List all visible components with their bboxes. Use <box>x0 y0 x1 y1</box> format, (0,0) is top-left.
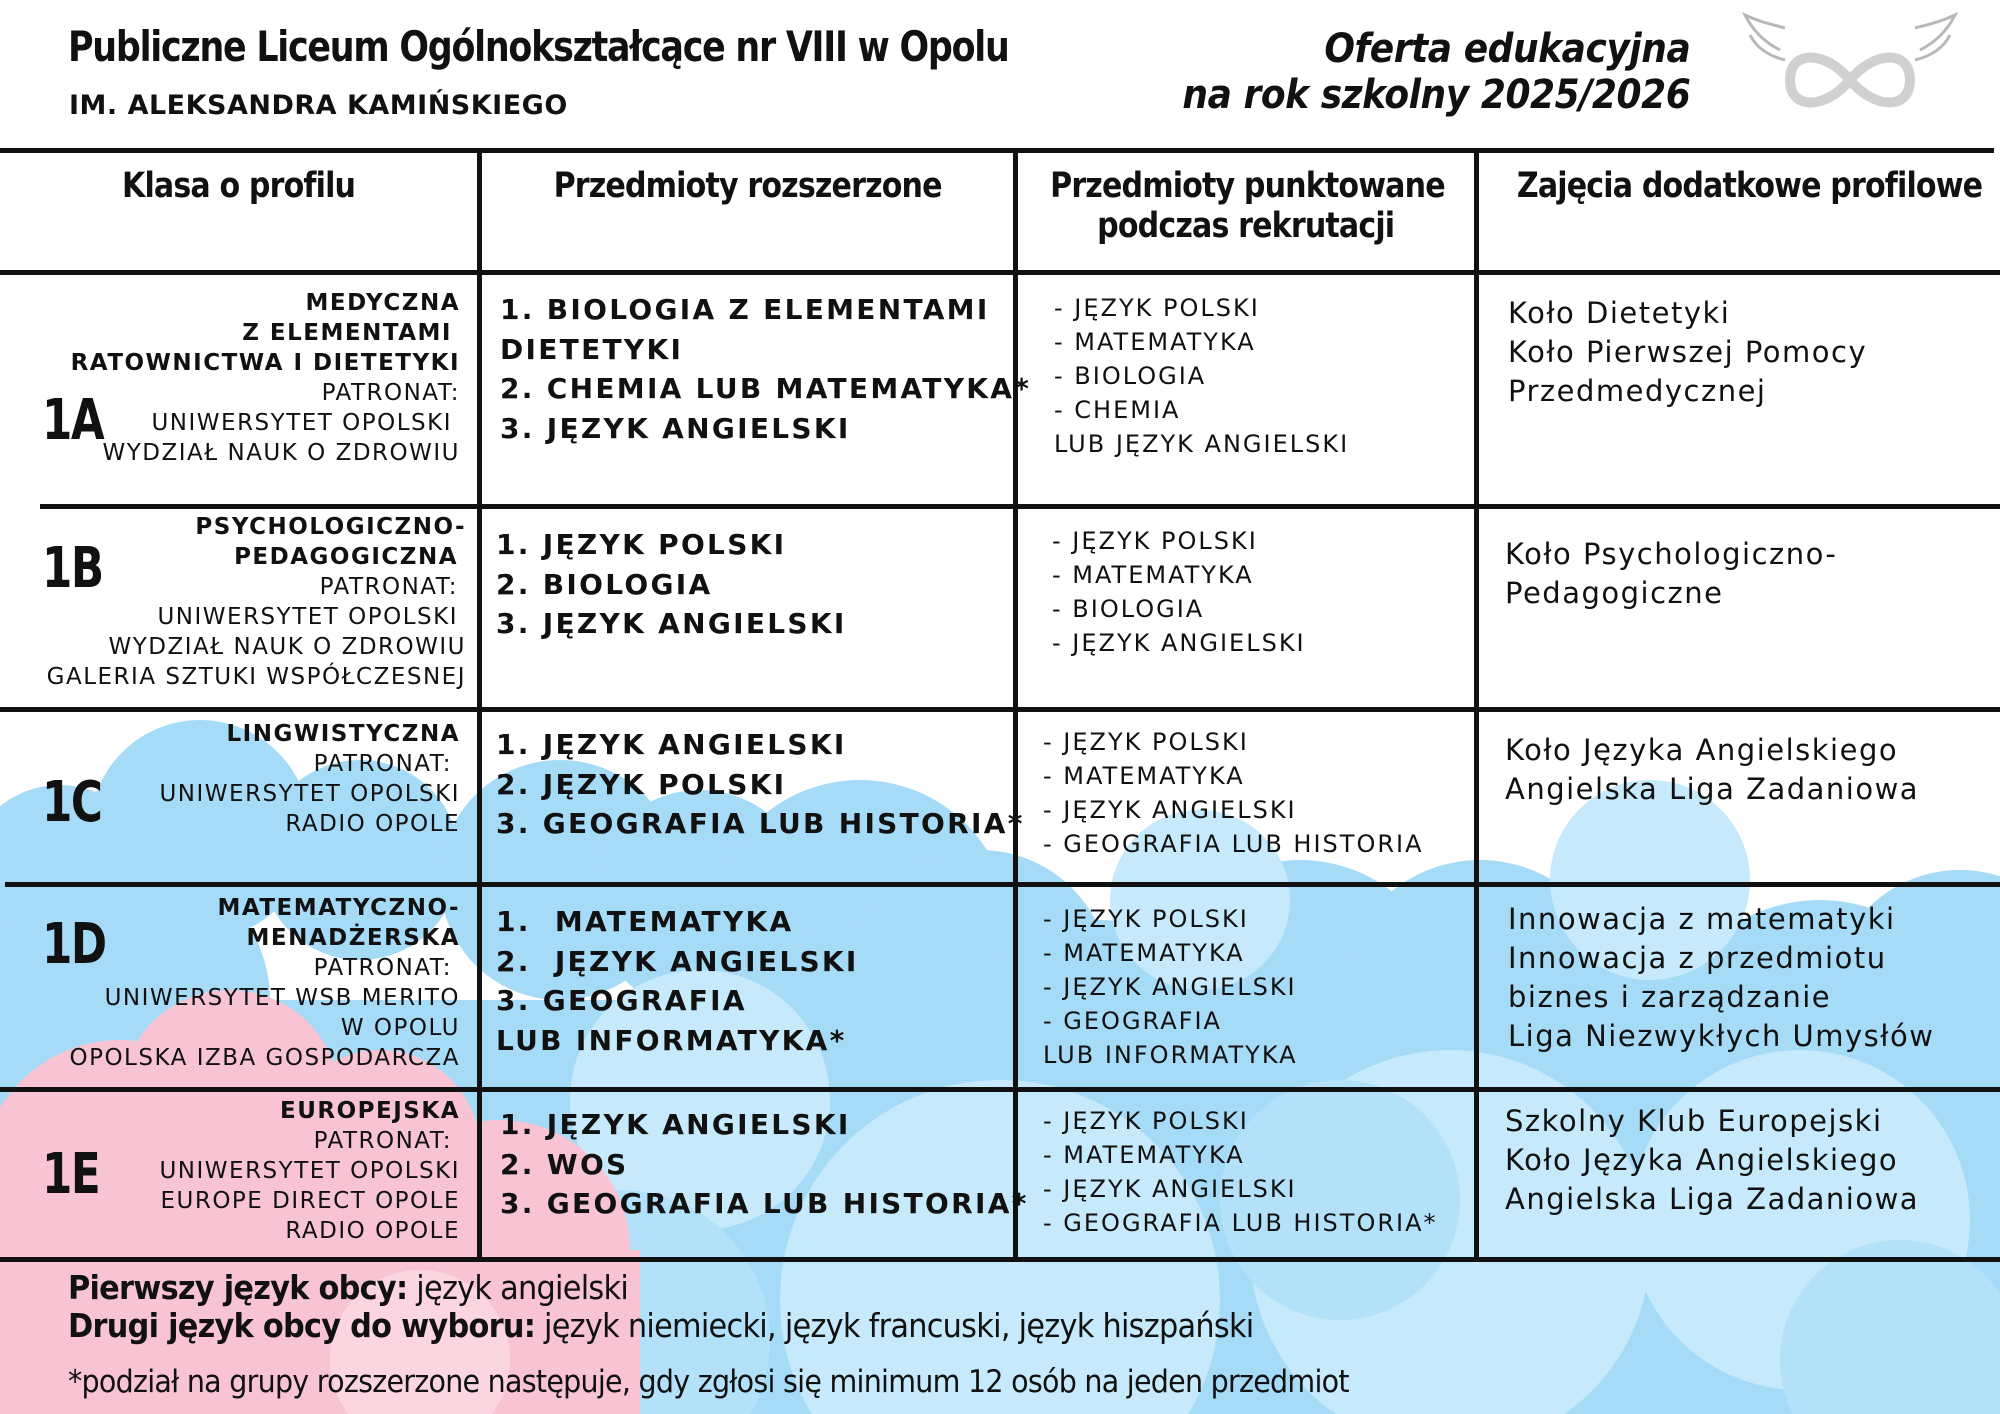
extra-activity-item: Innowacja z przedmiotu <box>1508 941 1887 975</box>
patronage-line: RADIO OPOLE <box>285 1218 460 1244</box>
profile-name-line: MENADŻERSKA <box>246 925 460 951</box>
column-header-extra-text: Zajęcia dodatkowe profilowe <box>1516 166 1983 206</box>
class-profile-1b <box>47 512 466 692</box>
extended-subject-item: 1. JĘZYK ANGIELSKI <box>500 1108 851 1141</box>
extra-activity-item: Liga Niezwykłych Umysłów <box>1508 1019 1935 1053</box>
scored-subjects-1a <box>1054 291 1349 461</box>
extra-activities-1a <box>1508 294 1867 411</box>
extended-subject-item: DIETETYKI <box>500 332 684 366</box>
patronage-line: UNIWERSYTET OPOLSKI <box>157 604 458 630</box>
patronage-line: PATRONAT: <box>319 574 458 600</box>
offer-line-1: Oferta edukacyjna <box>1324 26 1690 72</box>
extra-activities-1b <box>1505 535 1837 613</box>
extra-activity-item: Innowacja z matematyki <box>1508 902 1896 936</box>
scored-subject-item: LUB JĘZYK ANGIELSKI <box>1054 430 1350 458</box>
extended-subject-item: 3. GEOGRAFIA LUB HISTORIA* <box>496 807 1025 840</box>
scored-subject-item: - MATEMATYKA <box>1043 1141 1245 1169</box>
scored-subject-item: - MATEMATYKA <box>1052 561 1254 589</box>
scored-subject-item: - GEOGRAFIA LUB HISTORIA* <box>1043 1209 1438 1237</box>
extended-subjects-1a <box>500 290 1031 448</box>
patronage-line: PATRONAT: <box>313 751 452 777</box>
patronage-line: UNIWERSYTET WSB MERITO <box>104 985 460 1011</box>
scored-subjects-1c <box>1043 725 1424 861</box>
class-code-1c: 1C <box>42 770 102 835</box>
profile-name-line: PSYCHOLOGICZNO- <box>195 514 466 540</box>
first-language-line <box>68 1268 628 1307</box>
scored-subject-item: - CHEMIA <box>1054 396 1181 424</box>
extended-subject-item: 3. JĘZYK ANGIELSKI <box>496 607 847 640</box>
profile-name-line: LINGWISTYCZNA <box>226 721 460 747</box>
profile-name-line: MEDYCZNA <box>305 290 460 316</box>
column-header-profile-text: Klasa o profilu <box>121 166 356 206</box>
extended-subject-item: 3. GEOGRAFIA <box>496 984 747 1017</box>
class-code-1d: 1D <box>42 912 106 977</box>
patronage-line: UNIWERSYTET OPOLSKI <box>159 781 460 807</box>
scored-subject-item: - JĘZYK ANGIELSKI <box>1043 973 1297 1001</box>
scored-subject-item: - BIOLOGIA <box>1054 362 1207 390</box>
patronage-line: W OPOLU <box>340 1015 460 1041</box>
scored-subject-item: - GEOGRAFIA <box>1043 1007 1222 1035</box>
class-profile-1d <box>69 893 460 1073</box>
patronage-line: RADIO OPOLE <box>285 811 460 837</box>
patronage-line: OPOLSKA IZBA GOSPODARCZA <box>69 1045 460 1071</box>
extended-subject-item: LUB INFORMATYKA* <box>496 1023 847 1057</box>
extended-subject-item: 1. BIOLOGIA Z ELEMENTAMI <box>500 293 990 326</box>
column-header-profile <box>0 166 477 206</box>
extra-activities-1c <box>1505 731 1919 809</box>
extra-activities-1d <box>1508 900 1935 1056</box>
first-language-value: język angielski <box>407 1268 629 1307</box>
extended-subjects-1e <box>500 1105 1029 1224</box>
scored-subject-item: - MATEMATYKA <box>1054 328 1256 356</box>
scored-subjects-1b <box>1052 524 1306 660</box>
patronage-line: UNIWERSYTET OPOLSKI <box>159 1158 460 1184</box>
patronage-line: PATRONAT: <box>313 1128 452 1154</box>
class-profile-1e <box>159 1096 460 1246</box>
class-profile-1a <box>71 288 460 468</box>
scored-subject-item: - GEOGRAFIA LUB HISTORIA <box>1043 830 1424 858</box>
scored-subject-item: - JĘZYK ANGIELSKI <box>1043 796 1297 824</box>
offer-line-2: na rok szkolny 2025/2026 <box>1182 72 1690 118</box>
extended-subject-item: 2. BIOLOGIA <box>496 567 713 601</box>
extended-subjects-1d <box>496 902 859 1060</box>
first-language-label: Pierwszy język obcy: <box>68 1268 408 1307</box>
extra-activity-item: Koło Dietetyki <box>1508 296 1731 330</box>
extended-subject-item: 2. CHEMIA LUB MATEMATYKA* <box>500 372 1032 405</box>
scored-subject-item: - JĘZYK ANGIELSKI <box>1043 1175 1297 1203</box>
extended-subject-item: 2. JĘZYK ANGIELSKI <box>496 944 859 978</box>
extra-activity-item: Koło Języka Angielskiego <box>1505 1143 1899 1177</box>
column-header-scored <box>1018 166 1474 246</box>
row-divider-2 <box>0 707 2000 712</box>
extended-subject-item: 3. JĘZYK ANGIELSKI <box>500 411 851 445</box>
scored-subject-item: - MATEMATYKA <box>1043 762 1245 790</box>
profile-name-line: Z ELEMENTAMI <box>242 320 452 346</box>
extra-activity-item: Pedagogiczne <box>1505 576 1724 610</box>
column-header-extended <box>482 166 1013 206</box>
extended-subject-item: 1. JĘZYK ANGIELSKI <box>496 728 847 761</box>
extended-subject-item: 1. MATEMATYKA <box>496 905 794 938</box>
column-header-extended-text: Przedmioty rozszerzone <box>553 166 942 206</box>
offer-title <box>1182 26 1690 118</box>
row-divider-1 <box>40 504 2000 509</box>
patronage-line: PATRONAT: <box>321 380 460 406</box>
footnote: *podział na grupy rozszerzone następuje, gdy zgłosi się minimum 12 osób na jeden przedmiot <box>68 1364 1349 1400</box>
scored-subject-item: - JĘZYK POLSKI <box>1043 905 1249 933</box>
class-code-1b: 1B <box>42 536 103 601</box>
patronage-line: PATRONAT: <box>313 955 452 981</box>
row-divider-4 <box>0 1087 2000 1092</box>
extended-subjects-1c <box>496 725 1025 844</box>
patronage-line: WYDZIAŁ NAUK O ZDROWIU <box>102 440 460 466</box>
column-header-scored-line2: podczas rekrutacji <box>1097 206 1395 246</box>
second-language-line <box>68 1306 1254 1345</box>
scored-subject-item: - JĘZYK POLSKI <box>1054 294 1260 322</box>
scored-subject-item: - BIOLOGIA <box>1052 595 1205 623</box>
scored-subject-item: - JĘZYK POLSKI <box>1052 527 1258 555</box>
scored-subject-item: LUB INFORMATYKA <box>1043 1041 1298 1069</box>
patronage-line: EUROPE DIRECT OPOLE <box>160 1188 460 1214</box>
profile-name-line: PEDAGOGICZNA <box>234 544 458 570</box>
column-header-extra <box>1479 166 2000 206</box>
class-profile-1c <box>159 719 460 839</box>
row-divider-3 <box>5 882 2000 887</box>
extra-activity-item: biznes i zarządzanie <box>1508 980 1832 1014</box>
scored-subjects-1e <box>1043 1104 1438 1240</box>
scored-subject-item: - MATEMATYKA <box>1043 939 1245 967</box>
winged-infinity-logo-icon <box>1740 10 1960 130</box>
patronage-line: GALERIA SZTUKI WSPÓŁCZESNEJ <box>46 664 466 690</box>
extra-activity-item: Szkolny Klub Europejski <box>1505 1104 1883 1138</box>
extended-subjects-1b <box>496 525 847 644</box>
scored-subject-item: - JĘZYK POLSKI <box>1043 728 1249 756</box>
extra-activity-item: Angielska Liga Zadaniowa <box>1505 772 1920 806</box>
extended-subject-item: 2. JĘZYK POLSKI <box>496 767 787 801</box>
profile-name-line: MATEMATYCZNO- <box>217 895 460 921</box>
second-language-label: Drugi język obcy do wyboru: <box>68 1306 536 1345</box>
header-bottom-border <box>0 270 2000 275</box>
scored-subject-item: - JĘZYK POLSKI <box>1043 1107 1249 1135</box>
school-patron: IM. ALEKSANDRA KAMIŃSKIEGO <box>69 90 568 121</box>
extended-subject-item: 2. WOS <box>500 1147 629 1181</box>
extra-activity-item: Angielska Liga Zadaniowa <box>1505 1182 1920 1216</box>
patronage-line: WYDZIAŁ NAUK O ZDROWIU <box>108 634 466 660</box>
table-bottom-border <box>0 1257 2000 1262</box>
column-header-scored-line1: Przedmioty punktowane <box>1050 166 1445 206</box>
extra-activity-item: Koło Psychologiczno- <box>1505 537 1838 571</box>
class-code-1e: 1E <box>42 1142 100 1207</box>
patronage-line: UNIWERSYTET OPOLSKI <box>151 410 452 436</box>
table-top-border <box>0 148 1994 153</box>
school-name: Publiczne Liceum Ogólnokształcące nr VIII w Opolu <box>68 22 1009 71</box>
extended-subject-item: 3. GEOGRAFIA LUB HISTORIA* <box>500 1187 1029 1220</box>
extended-subject-item: 1. JĘZYK POLSKI <box>496 528 787 561</box>
column-divider-1 <box>477 148 482 1262</box>
scored-subjects-1d <box>1043 902 1298 1072</box>
column-divider-3 <box>1474 148 1479 1262</box>
profile-name-line: RATOWNICTWA I DIETETYKI <box>70 350 460 376</box>
extra-activities-1e <box>1505 1102 1919 1219</box>
class-code-1a: 1A <box>42 388 104 453</box>
second-language-value: język niemiecki, język francuski, język hiszpański <box>535 1306 1254 1345</box>
profile-name-line: EUROPEJSKA <box>280 1098 460 1124</box>
scored-subject-item: - JĘZYK ANGIELSKI <box>1052 629 1306 657</box>
extra-activity-item: Przedmedycznej <box>1508 374 1767 408</box>
extra-activity-item: Koło Języka Angielskiego <box>1505 733 1899 767</box>
extra-activity-item: Koło Pierwszej Pomocy <box>1508 335 1868 369</box>
